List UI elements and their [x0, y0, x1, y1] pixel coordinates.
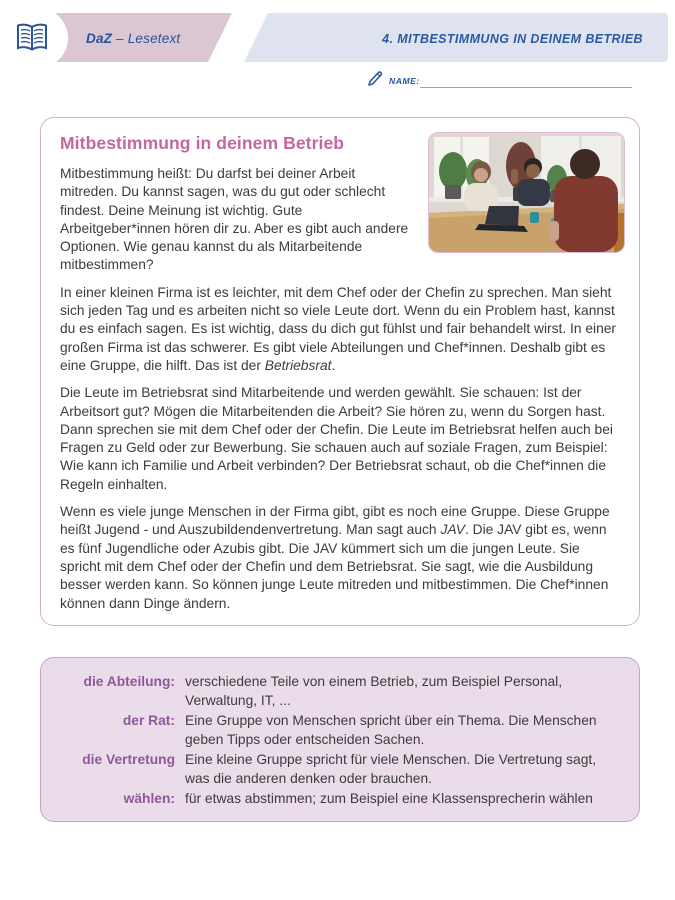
glossary-term: wählen:	[123, 790, 175, 806]
doc-type-label-bold: DaZ	[86, 31, 113, 46]
article-paragraph: Mitbestimmung heißt: Du darfst bei deiner Arbeit mitreden. Du kannst sagen, was du gut oder schlecht findest. Deine Meinung ist wichtig. Gute Arbeitgeber*innen hören dir zu. Aber es gibt auch andere Optionen. Wie genau kannst du als Mitarbeitende mitbestimmen?	[60, 166, 409, 273]
article-paragraph: Wenn es viele junge Menschen in der Firma gibt, gibt es noch eine Gruppe. Diese Gruppe heißt Jugend - und Auszubildendenvertretung. Man sagt auch JAV. Die JAV gibt es, wenn es fünf Jugendliche oder Azubis gibt. Die JAV kümmert sich um die jungen Leute. Sie spricht mit dem Chef oder der Chefin und dem Betriebsrat. Sie sagt, wie die Ausbildung besser werden kann. So können junge Leute mitreden und mitbestimmen. Die Chef*innen können dann Dinge ändern.	[60, 504, 610, 611]
reading-text-box	[40, 117, 640, 626]
article-title: Mitbestimmung in deinem Betrieb	[60, 133, 345, 153]
glossary-term: die Abteilung:	[83, 673, 175, 689]
glossary-definition: für etwas abstimmen; zum Beispiel eine Klassensprecherin wählen	[185, 790, 593, 806]
glossary-box	[40, 657, 640, 823]
glossary-entry	[57, 789, 623, 809]
chapter-title: 4. MITBESTIMMUNG IN DEINEM BETRIEB	[382, 32, 643, 46]
name-field-row	[366, 70, 632, 94]
glossary-definition: verschiedene Teile von einem Betrieb, zum Beispiel Personal, Verwaltung, IT, ...	[185, 673, 563, 709]
article-paragraph: Die Leute im Betriebsrat sind Mitarbeitende und werden gewählt. Sie schauen: Ist der Arbeitsort gut? Mögen die Mitarbeitenden die Arbeit? Sie hören zu, wenn du Sorgen hast. Dann sprechen sie mit dem Chef oder der Chefin. Die Leute im Betriebsrat helfen auch bei Fragen zu Geld oder zur Bewerbung. Sie schauen auch auf soziale Fragen, zum Beispiel: Wie kann ich Familie und Arbeit verbinden? Der Betriebsrat schaut, ob die Chef*innen die Regeln einhalten.	[60, 385, 613, 492]
pencil-icon	[366, 70, 384, 88]
glossary-term: die Vertretung	[82, 751, 175, 767]
glossary-term: der Rat:	[122, 712, 175, 728]
open-book-icon	[14, 20, 50, 56]
meeting-photo	[428, 132, 625, 253]
glossary-entry	[57, 672, 623, 711]
glossary-definition: Eine kleine Gruppe spricht für viele Menschen. Die Vertretung sagt, was die anderen denken oder brauchen.	[185, 751, 597, 787]
glossary-entry	[57, 750, 623, 789]
glossary-definition: Eine Gruppe von Menschen spricht über ein Thema. Die Menschen geben Tipps oder entscheiden Sachen.	[185, 712, 597, 748]
name-input-line[interactable]	[420, 87, 632, 88]
glossary-entry	[57, 711, 623, 750]
doc-type-label-rest: – Lesetext	[112, 31, 181, 46]
article-paragraph: In einer kleinen Firma ist es leichter, mit dem Chef oder der Chefin zu sprechen. Man sieht sich jeden Tag und es arbeiten nicht so viele Leute dort. Wenn du ein Problem hast, kannst du es einfach sagen. Es ist wichtig, dass du dich gut fühlst und fair behandelt wirst. In einer großen Firma ist das schwerer. Es gibt viele Abteilungen und Chef*innen. Deshalb gibt es eine Gruppe, die hilft. Das ist der Betriebsrat.	[60, 284, 617, 373]
doc-type-label	[86, 31, 180, 46]
name-label: NAME:	[389, 76, 420, 86]
content-column	[40, 117, 640, 822]
